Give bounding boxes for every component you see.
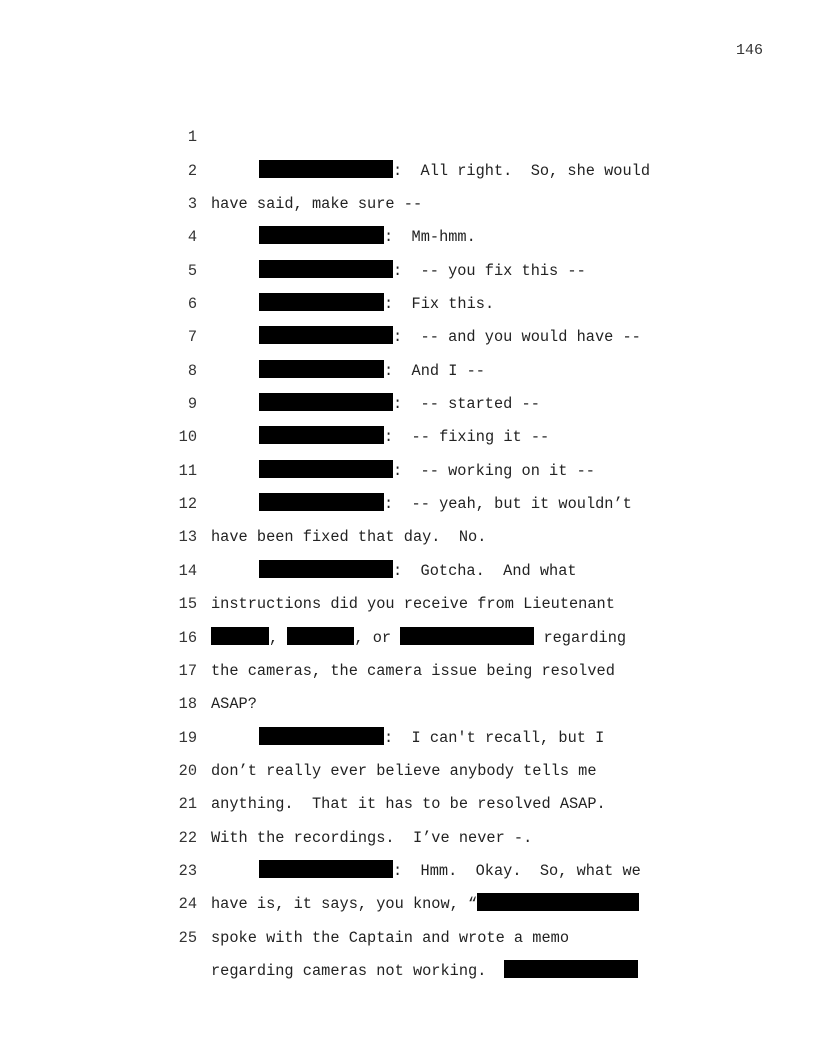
line-number: 24	[178, 895, 197, 914]
line-number: 20	[178, 761, 197, 780]
line-text: : -- you fix this --	[393, 261, 586, 280]
line-number: 4	[187, 228, 197, 247]
line-number: 19	[178, 728, 197, 747]
line-number: 11	[178, 461, 197, 480]
line-text: regarding	[534, 628, 627, 647]
line-number: 25	[178, 928, 197, 947]
line-number: 23	[178, 861, 197, 880]
line-text: : -- started --	[393, 395, 540, 414]
transcript-line	[168, 88, 688, 180]
redaction-bar	[504, 960, 638, 978]
line-text: With the recordings. I’ve never -.	[211, 828, 533, 847]
line-text: : -- working on it --	[393, 461, 595, 480]
line-text: : -- and you would have --	[393, 328, 641, 347]
line-text: spoke with the Captain and wrote a memo	[211, 928, 570, 947]
line-text: don’t really ever believe anybody tells me	[211, 761, 597, 780]
line-number: 16	[178, 628, 197, 647]
line-number: 8	[187, 361, 197, 380]
line-text: : Hmm. Okay. So, what we	[393, 861, 641, 880]
line-text: : Gotcha. And what	[393, 561, 577, 580]
line-number: 21	[178, 795, 197, 814]
line-number: 9	[187, 395, 197, 414]
line-text: instructions did you receive from Lieutenant	[211, 595, 615, 614]
line-number: 18	[178, 695, 197, 714]
line-number: 15	[178, 595, 197, 614]
line-text: : -- fixing it --	[384, 428, 550, 447]
line-text: anything. That it has to be resolved ASAP.	[211, 795, 606, 814]
transcript-body	[168, 88, 688, 980]
line-number: 2	[187, 161, 197, 180]
line-text: have said, make sure --	[211, 195, 423, 214]
line-number: 3	[187, 195, 197, 214]
line-number: 10	[178, 428, 197, 447]
line-text: : I can't recall, but I	[384, 728, 605, 747]
line-text: regarding cameras not working.	[211, 961, 487, 980]
line-text: have is, it says, you know, “	[211, 895, 478, 914]
line-text: : Mm-hmm.	[384, 228, 476, 247]
line-text: : Fix this.	[384, 295, 495, 314]
line-number: 22	[178, 828, 197, 847]
line-text: have been fixed that day. No.	[211, 528, 487, 547]
line-number: 7	[187, 328, 197, 347]
line-text: the cameras, the camera issue being resolved	[211, 661, 615, 680]
line-text: : -- yeah, but it wouldn’t	[384, 495, 632, 514]
line-number: 14	[178, 561, 197, 580]
line-number: 6	[187, 295, 197, 314]
line-number: 5	[187, 261, 197, 280]
line-text: : All right. So, she would	[393, 161, 651, 180]
line-number: 1	[187, 128, 197, 147]
line-number: 12	[178, 495, 197, 514]
line-text: : And I --	[384, 361, 485, 380]
separator: , or	[354, 628, 401, 647]
line-number: 17	[178, 661, 197, 680]
line-number: 13	[178, 528, 197, 547]
line-text: ASAP?	[211, 695, 257, 714]
page-number: 146	[735, 42, 763, 59]
separator: ,	[269, 628, 288, 647]
